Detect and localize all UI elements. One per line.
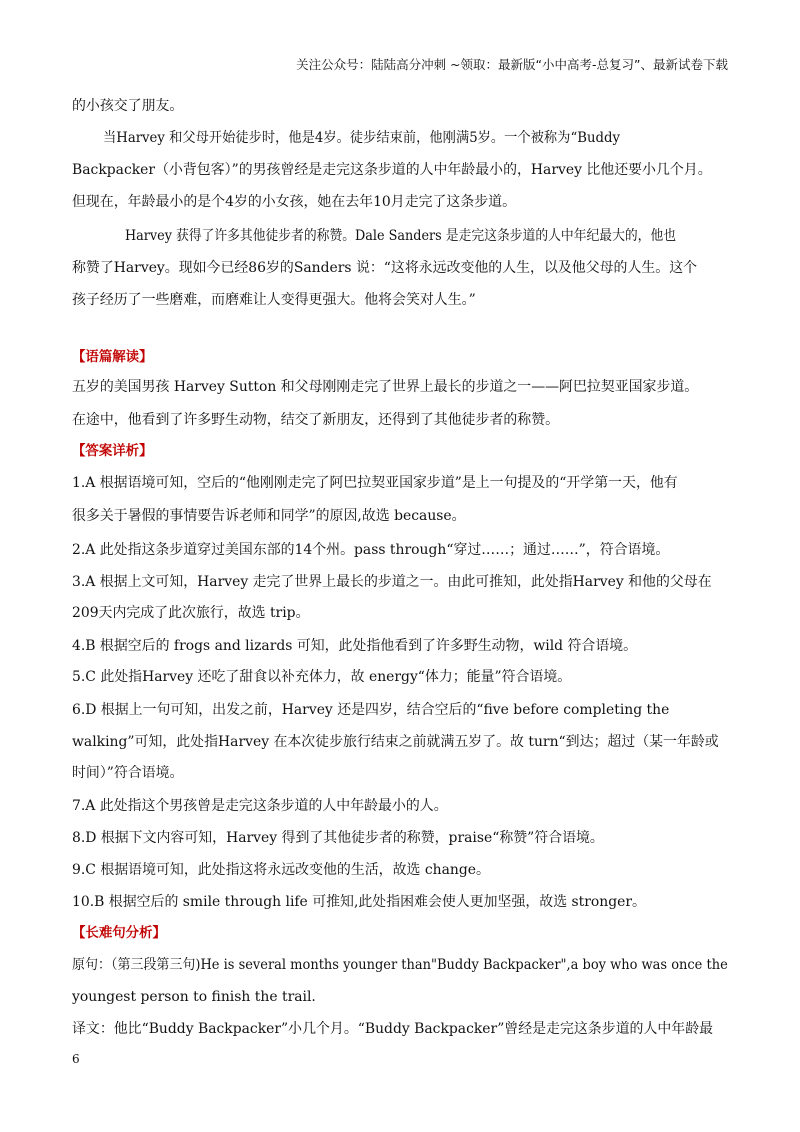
paragraph-line: Harvey 获得了许多其他徒步者的称赞。Dale Sanders 是走完这条步道的人中年纪最大的，他也 xyxy=(125,228,677,244)
answer-line: 4.B 根据空后的 frogs and lizards 可知，此处指他看到了许多野生动物，wild 符合语境。 xyxy=(72,638,638,654)
answer-line: 5.C 此处指Harvey 还吃了甜食以补充体力，故 energy“体力；能量”符合语境。 xyxy=(72,669,572,685)
section-heading-answers: 【答案详析】 xyxy=(72,443,153,459)
answer-line: 很多关于暑假的事情要告诉老师和同学”的原因,故选 because。 xyxy=(72,508,466,524)
page-header: 关注公众号：陆陆高分冲刺 ~领取：最新版“小中高考-总复习”、最新试卷下载 xyxy=(296,57,728,72)
answer-line: walking”可知，此处指Harvey 在本次徒步旅行结束之前就满五岁了。故 turn“到达；超过（某一年龄或 xyxy=(72,734,719,750)
answer-line: 8.D 根据下文内容可知，Harvey 得到了其他徒步者的称赞，praise“称赞”符合语境。 xyxy=(72,830,604,846)
reading-line: 在途中，他看到了许多野生动物，结交了新朋友，还得到了其他徒步者的称赞。 xyxy=(72,412,560,428)
answer-line: 10.B 根据空后的 smile through life 可推知,此处指困难会使人更加坚强，故选 stronger。 xyxy=(72,894,646,910)
paragraph-line: 孩子经历了一些磨难，而磨难让人变得更强大。他将会笑对人生。” xyxy=(72,292,476,308)
sentence-line: 原句：（第三段第三句)He is several months younger than"Buddy Backpacker",a boy who was once the xyxy=(72,957,728,973)
paragraph-line: 但现在，年龄最小的是个4岁的小女孩，她在去年10月走完了这条步道。 xyxy=(72,194,517,210)
section-heading-sentence: 【长难句分析】 xyxy=(72,925,166,941)
paragraph-line: 的小孩交了朋友。 xyxy=(72,98,184,114)
answer-line: 6.D 根据上一句可知，出发之前，Harvey 还是四岁，结合空后的“five before completing the xyxy=(72,702,670,718)
answer-line: 209天内完成了此次旅行，故选 trip。 xyxy=(72,605,310,621)
section-heading-reading: 【语篇解读】 xyxy=(72,349,153,365)
sentence-line: 译文：他比“Buddy Backpacker”小几个月。“Buddy Backpacker”曾经是走完这条步道的人中年龄最 xyxy=(72,1021,714,1037)
sentence-line: youngest person to finish the trail. xyxy=(72,989,316,1005)
reading-line: 五岁的美国男孩 Harvey Sutton 和父母刚刚走完了世界上最长的步道之一——阿巴拉契亚国家步道。 xyxy=(72,379,699,395)
paragraph-line: Backpacker（小背包客）”的男孩曾经是走完这条步道的人中年龄最小的，Harvey 比他还要小几个月。 xyxy=(72,162,712,178)
paragraph-line: 当Harvey 和父母开始徒步时，他是4岁。徒步结束前，他刚满5岁。一个被称为“Buddy xyxy=(103,130,620,146)
answer-line: 1.A 根据语境可知，空后的“他刚刚走完了阿巴拉契亚国家步道”是上一句提及的“开学第一天，他有 xyxy=(72,475,678,491)
answer-line: 2.A 此处指这条步道穿过美国东部的14个州。pass through“穿过……；通过……”，符合语境。 xyxy=(72,542,670,558)
paragraph-line: 称赞了Harvey。现如今已经86岁的Sanders 说：“这将永远改变他的人生，以及他父母的人生。这个 xyxy=(72,260,698,276)
answer-line: 7.A 此处指这个男孩曾是走完这条步道的人中年龄最小的人。 xyxy=(72,798,448,814)
answer-line: 3.A 根据上文可知，Harvey 走完了世界上最长的步道之一。由此可推知，此处指Harvey 和他的父母在 xyxy=(72,574,712,590)
answer-line: 时间）”符合语境。 xyxy=(72,765,184,781)
answer-line: 9.C 根据语境可知，此处指这将永远改变他的生活，故选 change。 xyxy=(72,862,490,878)
page-number: 6 xyxy=(72,1052,80,1066)
